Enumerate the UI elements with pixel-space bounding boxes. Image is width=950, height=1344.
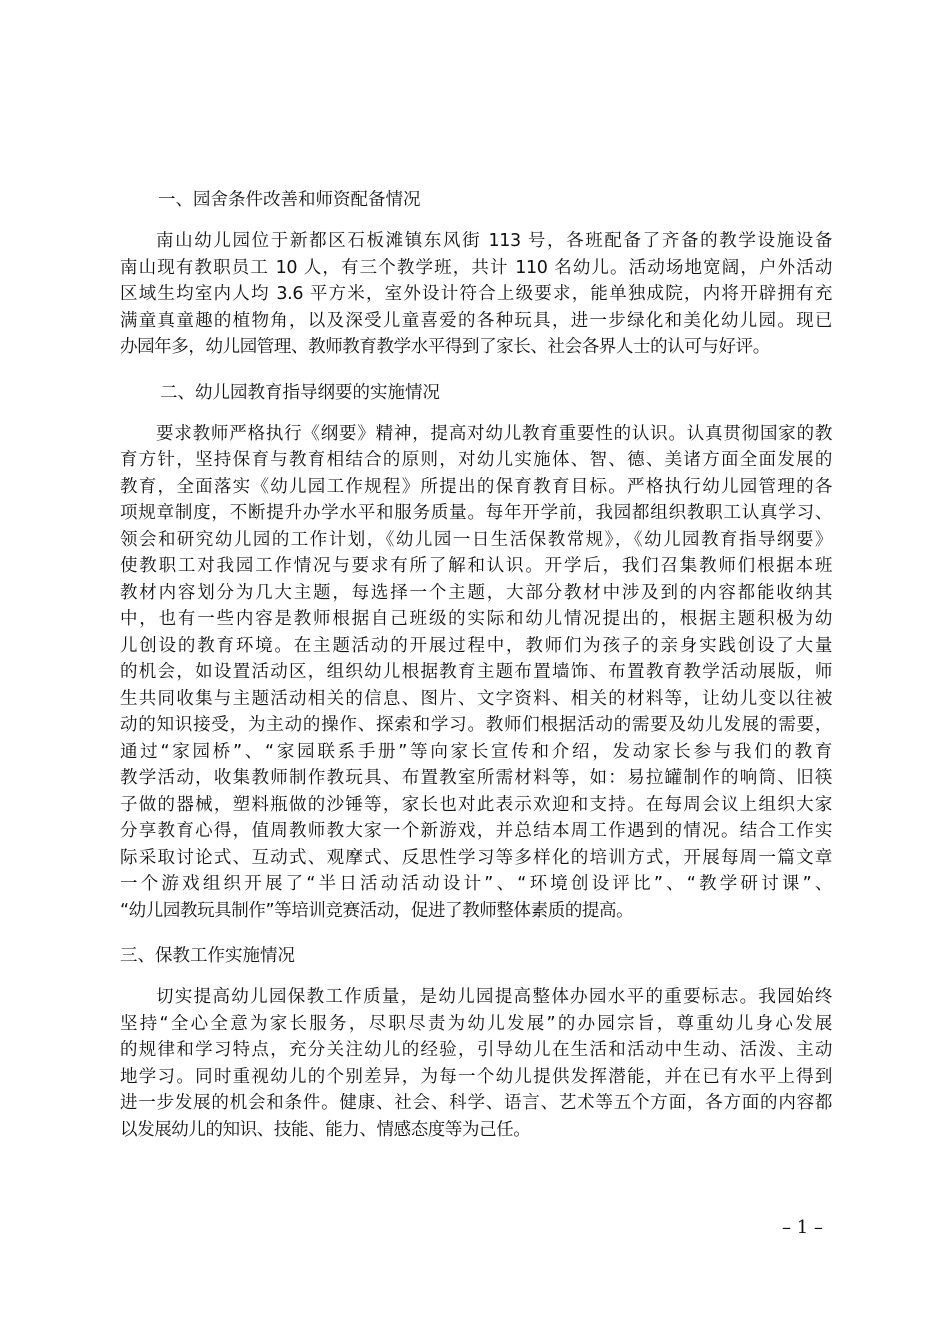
page-number: – 1 –	[782, 1217, 823, 1238]
paragraph-line: 动的知识接受，为主动的操作、探索和学习。教师们根据活动的需要及幼儿发展的需要，	[120, 715, 832, 735]
paragraph-line: 的机会，如设置活动区，组织幼儿根据教育主题布置墙饰、布置教育教学活动展版，师	[120, 662, 832, 682]
paragraph-line: 要求教师严格执行《纲要》精神，提高对幼儿教育重要性的认识。认真贯彻国家的教	[156, 423, 832, 444]
paragraph-line: 使教职工对我园工作情况与要求有所了解和认识。开学后，我们召集教师们根据本班	[120, 556, 832, 576]
section-paragraph-1	[120, 228, 832, 361]
paragraph-line: 南山现有教职员工 10 人，有三个教学班，共计 110 名幼儿。活动场地宽阔，户外活动	[120, 257, 832, 278]
section-heading-3: 三、保教工作实施情况	[120, 946, 295, 966]
paragraph-line: 教学活动，收集教师制作教玩具、布置教室所需材料等，如：易拉罐制作的响筒、旧筷	[120, 768, 832, 788]
section-paragraph-3	[120, 984, 832, 1143]
paragraph-line: 区域生均室内人均 3.6 平方米，室外设计符合上级要求，能单独成院，内将开辟拥有充	[120, 284, 832, 304]
section-paragraph-2	[120, 421, 832, 925]
paragraph-line: 子做的器械，塑料瓶做的沙锤等，家长也对此表示欢迎和支持。在每周会议上组织大家	[120, 794, 832, 815]
paragraph-line: 满童真童趣的植物角，以及深受儿童喜爱的各种玩具，进一步绿化和美化幼儿园。现已	[120, 310, 832, 331]
paragraph-line: 生共同收集与主题活动相关的信息、图片、文字资料、相关的材料等，让幼儿变以往被	[120, 688, 832, 709]
paragraph-line: 进一步发展的机会和条件。健康、社会、科学、语言、艺术等五个方面，各方面的内容都	[120, 1093, 832, 1113]
paragraph-line: 以发展幼儿的知识、技能、能力、情感态度等为己任。	[120, 1119, 531, 1140]
paragraph-line: 办园年多，幼儿园管理、教师教育教学水平得到了家长、社会各界人士的认可与好评。	[120, 337, 770, 357]
paragraph-line: 领会和研究幼儿园的工作计划，《幼儿园一日生活保教常规》，《幼儿园教育指导纲要》	[120, 529, 832, 550]
paragraph-line: 切实提高幼儿园保教工作质量，是幼儿园提高整体办园水平的重要标志。我园始终	[156, 987, 832, 1007]
section-heading-1: 一、园舍条件改善和师资配备情况	[158, 190, 421, 210]
paragraph-line: 项规章制度，不断提升办学水平和服务质量。每年开学前，我园都组织教职工认真学习、	[120, 503, 832, 523]
paragraph-line: 分享教育心得，值周教师教大家一个新游戏，并总结本周工作遇到的情况。结合工作实	[120, 821, 832, 841]
paragraph-line: “幼儿园教玩具制作”等培训竞赛活动，促进了教师整体素质的提高。	[120, 900, 634, 921]
paragraph-line: 地学习。同时重视幼儿的个别差异，为每一个幼儿提供发挥潜能，并在已有水平上得到	[120, 1066, 832, 1087]
document-body	[120, 182, 832, 1157]
paragraph-line: 育方针，坚持保育与教育相结合的原则，对幼儿实施体、智、德、美诸方面全面发展的	[120, 450, 832, 470]
paragraph-line: 教材内容划分为几大主题，每选择一个主题，大部分教材中涉及到的内容都能收纳其	[120, 582, 832, 603]
paragraph-line: 中，也有一些内容是教师根据自己班级的实际和幼儿情况提出的，根据主题积极为幼	[120, 609, 832, 629]
paragraph-line: 南山幼儿园位于新都区石板滩镇东风街 113 号，各班配备了齐备的教学设施设备	[156, 231, 832, 251]
paragraph-line: 坚持“全心全意为家长服务，尽职尽责为幼儿发展”的办园宗旨，尊重幼儿身心发展	[120, 1013, 832, 1034]
paragraph-line: 的规律和学习特点，充分关注幼儿的经验，引导幼儿在生活和活动中生动、活泼、主动	[120, 1040, 832, 1060]
section-heading-2: 二、幼儿园教育指导纲要的实施情况	[160, 382, 440, 403]
paragraph-line: 通过“家园桥”、“家园联系手册”等向家长宣传和介绍，发动家长参与我们的教育	[120, 741, 832, 762]
paragraph-line: 一个游戏组织开展了“半日活动活动设计”、“环境创设评比”、“教学研讨课”、	[120, 874, 832, 894]
paragraph-line: 教育，全面落实《幼儿园工作规程》所提出的保育教育目标。严格执行幼儿园管理的各	[120, 476, 832, 497]
paragraph-line: 儿创设的教育环境。在主题活动的开展过程中，教师们为孩子的亲身实践创设了大量	[120, 635, 832, 656]
paragraph-line: 际采取讨论式、互动式、观摩式、反思性学习等多样化的培训方式，开展每周一篇文章	[120, 847, 832, 868]
